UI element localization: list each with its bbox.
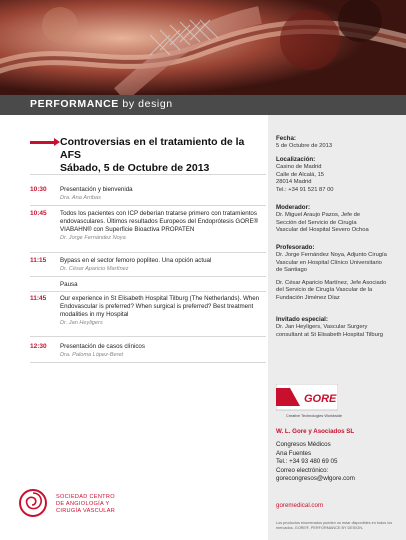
- divider: [30, 276, 266, 277]
- agenda-speaker: Dr. César Aparicio Martínez: [60, 266, 129, 272]
- divider: [30, 252, 266, 253]
- divider: [30, 291, 266, 292]
- agenda-title: Todos los pacientes con ICP deberían tratarse primero con tratamientos endovasculares. Últimos resultados Europeos del Endoprótesis GORE® VIABAHN® con Superficie Bioactiva PROPATEN: [60, 210, 259, 233]
- agenda-time: 11:45: [30, 295, 47, 302]
- agenda-title: Our experience in St Elisabeth Hospital Tilburg (The Netherlands). When Endovascular is preferred? When surgical is preferred? Best treatment modalities in my Hospital: [60, 295, 260, 318]
- agenda-title: Bypass en el sector femoro popliteo. Una opción actual: [60, 257, 212, 264]
- society-name: SOCIEDAD CENTRO DE ANGIOLOGÍA Y CIRUGÍA VASCULAR: [56, 494, 116, 514]
- agenda-speaker: Dra. Ana Arribas: [60, 195, 101, 201]
- agenda-speaker: Dra. Paloma López-Beret: [60, 352, 124, 358]
- divider: [30, 205, 266, 206]
- hero-image: [0, 0, 406, 95]
- brand-tagline: PERFORMANCE by design: [30, 98, 173, 110]
- title-arrow-icon: [30, 141, 56, 144]
- gore-logo: [276, 384, 338, 416]
- info-date: Fecha: 5 de Octubre de 2013: [276, 135, 333, 149]
- agenda-speaker: Dr. Jorge Fernández Noya: [60, 235, 126, 241]
- info-faculty: Profesorado: Dr. Jorge Fernández Noya, Adjunto Cirugía Vascular en Hospital Clínico Universitario de Santiago Dr. César Aparicio Martínez, Jefe Asociado del Servicio de Cirugía Vascular de la Fundación Jiménez Díaz: [276, 244, 387, 301]
- divider: [30, 336, 266, 337]
- agenda-title: Presentación de casos clínicos: [60, 343, 145, 350]
- agenda-time: 10:30: [30, 186, 47, 193]
- agenda-speaker: Dr. Jan Heyligers: [60, 320, 103, 326]
- agenda-time: 10:45: [30, 210, 47, 217]
- divider: [30, 362, 266, 363]
- gore-logo-text: GORE: [304, 393, 337, 405]
- contact-info: Congresos Médicos Ana Fuentes Tel.: +34 93 480 69 05 Correo electrónico: gorecongresos@wlgore.com: [276, 441, 355, 482]
- agenda-title: Presentación y bienvenida: [60, 186, 133, 193]
- agenda-time: 11:15: [30, 257, 47, 264]
- info-guest: Invitado especial: Dr. Jan Heyligers, Vascular Surgery consultant at St Elisabeth Hospital Tilburg: [276, 316, 383, 338]
- website-link[interactable]: goremedical.com: [276, 502, 324, 509]
- info-location: Localización: Casino de Madrid Calle de Alcalá, 15 28014 Madrid Tel.: +34 91 521 87 00: [276, 156, 334, 193]
- divider: [30, 174, 266, 175]
- society-logo-icon: [18, 488, 48, 518]
- brand-band: [0, 95, 406, 115]
- fine-print: Los productos enumerados pueden no estar disponibles en todos los mercados. GORE®, PERFORMANCE BY DESIGN,: [276, 521, 393, 530]
- company-name: W. L. Gore y Asociados SL: [276, 428, 355, 435]
- agenda-time: 12:30: [30, 343, 47, 350]
- gore-tagline: Creative Technologies Worldwide: [286, 414, 342, 418]
- agenda-title: Pausa: [60, 281, 78, 288]
- info-moderator: Moderador: Dr. Miguel Araujo Pazos, Jefe de Sección del Servicio de Cirugía Vascular del Hospital Severo Ochoa: [276, 204, 369, 233]
- event-title: Controversias en el tratamiento de la AFS Sábado, 5 de Octubre de 2013: [60, 136, 245, 174]
